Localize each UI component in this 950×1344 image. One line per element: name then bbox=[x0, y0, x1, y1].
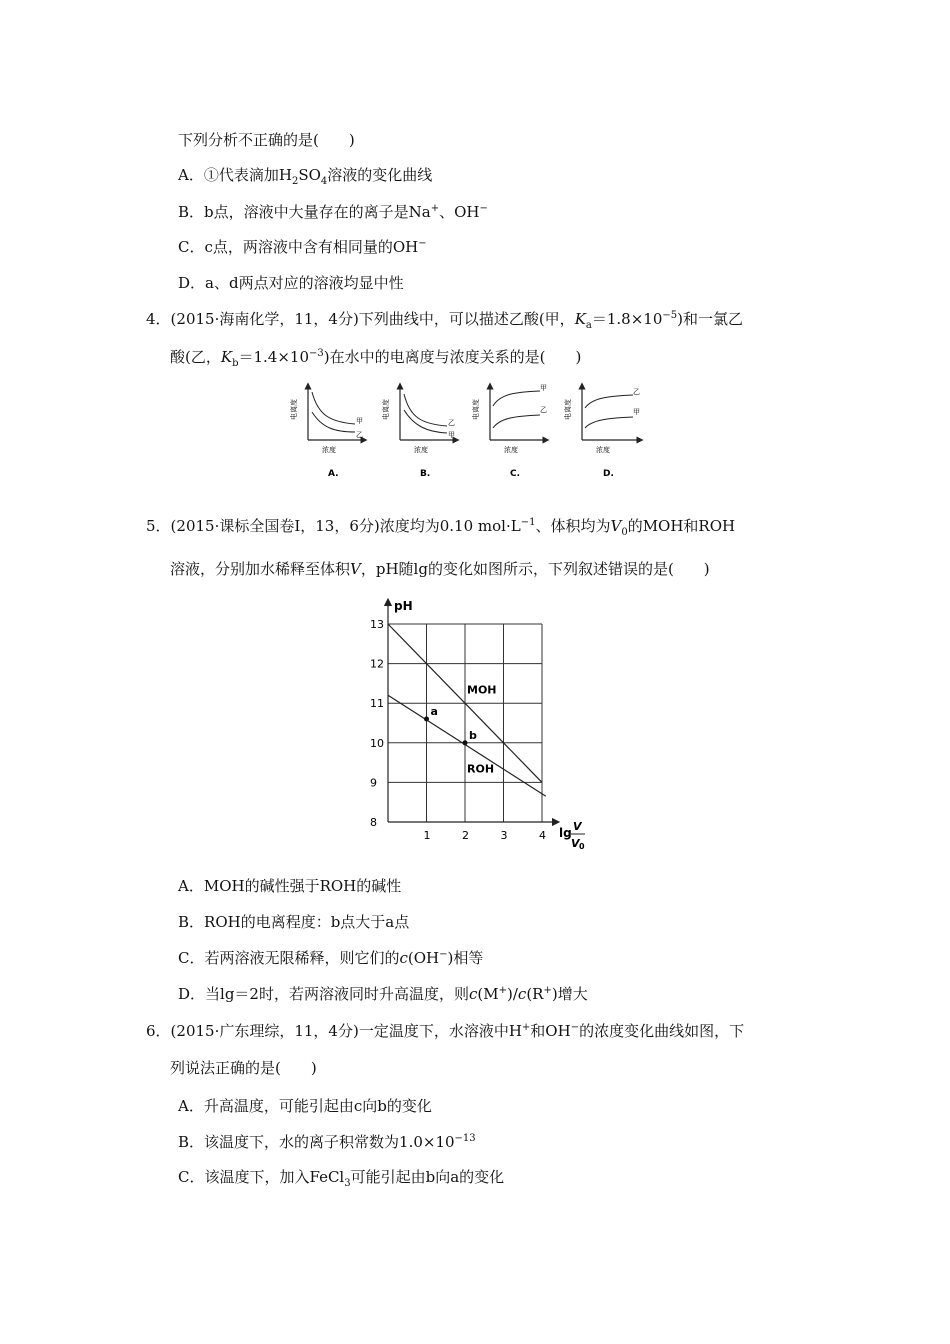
q4-graph-d-top-label: 乙 bbox=[633, 388, 640, 396]
q4-graph-a-bottom-label: 乙 bbox=[356, 431, 363, 439]
x-tick-label: 2 bbox=[462, 829, 469, 842]
q5-ph-chart bbox=[350, 596, 600, 856]
q4-graph-d-bottom-label: 甲 bbox=[633, 408, 640, 416]
q4-graph-c-label: C. bbox=[510, 469, 521, 479]
q4-graph-a-top-label: 甲 bbox=[356, 417, 363, 425]
q5-option-d: D．当lg＝2时，若两溶液同时升高温度，则c(M+)/c(R+)增大 bbox=[178, 985, 588, 1003]
point-label-a: a bbox=[430, 705, 438, 719]
q5-option-a: A．MOH的碱性强于ROH的碱性 bbox=[178, 877, 402, 895]
q3-stem: 下列分析不正确的是( ) bbox=[178, 131, 355, 149]
q5-x-axis-label-den-sub: 0 bbox=[579, 842, 585, 851]
q5-stem-line1: 5．(2015·课标全国卷Ⅰ，13，6分)浓度均为0.10 $mol\cdot L^{-1}$、体积均为$V_0$的MOH和ROH bbox=[146, 517, 736, 538]
q4-small-graphs bbox=[290, 380, 670, 485]
y-tick-label: 13 bbox=[370, 618, 384, 631]
q4-stem-line2: 酸(乙，$K_b=1.4\times 10^{-3}$)在水中的电离度与浓度关系的是( ) bbox=[170, 348, 582, 369]
point-b bbox=[463, 740, 468, 745]
q4-graph-d-label: D. bbox=[603, 469, 614, 479]
y-tick-label: 11 bbox=[370, 697, 384, 711]
q5-option-b: B．ROH的电离程度：b点大于a点 bbox=[178, 913, 410, 931]
q4-graph-c bbox=[471, 384, 547, 479]
q4-graph-d-ylabel: 电离度 bbox=[564, 399, 572, 420]
q5-points bbox=[424, 705, 477, 745]
q6-stem-line1: 6．(2015·广东理综，11，4分)一定温度下，水溶液中H+和OH−的浓度变化曲线如图，下 bbox=[146, 1022, 745, 1040]
q4-graph-b bbox=[381, 386, 456, 479]
q4-graph-c-bottom-label: 乙 bbox=[540, 406, 547, 414]
q4-graph-b-top-label: 乙 bbox=[448, 419, 455, 427]
q5-x-axis-label-num: V bbox=[573, 820, 582, 833]
q3-option-d: D．a、d两点对应的溶液均显中性 bbox=[178, 274, 404, 292]
q4-graph-c-ylabel: 电离度 bbox=[472, 399, 480, 420]
q4-graph-d-xlabel: 浓度 bbox=[596, 446, 610, 454]
q5-stem-line2: 溶液，分别加水稀释至体积V，pH随lg的变化如图所示，下列叙述错误的是( ) bbox=[170, 560, 710, 578]
q6-option-a: A．升高温度，可能引起由c向b的变化 bbox=[178, 1097, 432, 1115]
y-tick-label: 8 bbox=[370, 816, 377, 829]
q5-y-axis-label: pH bbox=[394, 599, 413, 613]
q6-stem-line2: 列说法正确的是( ) bbox=[170, 1059, 317, 1077]
q4-graph-b-xlabel: 浓度 bbox=[414, 446, 428, 454]
q4-graph-b-label: B. bbox=[420, 469, 431, 479]
q4-graph-b-ylabel: 电离度 bbox=[382, 399, 390, 420]
q6-option-c: C．该温度下，加入FeCl$_3$可能引起由b向a的变化 bbox=[178, 1168, 505, 1189]
x-tick-label: 3 bbox=[500, 829, 508, 842]
q3-option-c: C．c点，两溶液中含有相同量的OH− bbox=[178, 238, 427, 256]
q5-x-axis-label bbox=[559, 820, 585, 851]
q4-graph-c-top-label: 甲 bbox=[540, 384, 547, 392]
q4-graph-a-label: A. bbox=[328, 469, 339, 479]
q5-option-c: C．若两溶液无限稀释，则它们的c(OH−)相等 bbox=[178, 949, 484, 967]
q4-graph-a-ylabel: 电离度 bbox=[290, 399, 298, 420]
q4-stem-line1: 4．(2015·海南化学，11，4分)下列曲线中，可以描述乙酸(甲，$K_a=1.8\times 10^{-5}$)和一氯乙 bbox=[146, 310, 743, 331]
x-tick-label: 1 bbox=[423, 829, 431, 842]
q4-graph-a-xlabel: 浓度 bbox=[322, 446, 336, 454]
y-tick-label: 9 bbox=[370, 776, 377, 790]
q5-series bbox=[388, 624, 546, 796]
q4-graph-d bbox=[563, 386, 640, 479]
q3-option-a: A．①代表滴加$H_2SO_4$溶液的变化曲线 bbox=[178, 166, 433, 187]
q4-graph-c-xlabel: 浓度 bbox=[504, 446, 518, 454]
series-line-roh bbox=[388, 695, 546, 796]
q6-option-b: B．该温度下，水的离子积常数为$1.0\times 10^{-13}$ bbox=[178, 1133, 476, 1151]
series-label-roh: ROH bbox=[467, 762, 495, 776]
q3-option-b: B．b点，溶液中大量存在的离子是Na+、OH− bbox=[178, 203, 488, 221]
y-tick-label: 12 bbox=[370, 657, 384, 671]
point-label-b: b bbox=[469, 728, 477, 742]
y-tick-label: 10 bbox=[370, 736, 384, 750]
x-tick-label: 4 bbox=[539, 829, 546, 842]
q4-graph-b-bottom-label: 甲 bbox=[448, 431, 455, 439]
q5-x-axis-label-den: V bbox=[571, 837, 580, 850]
q5-ticks bbox=[370, 618, 546, 842]
q5-grid bbox=[388, 624, 542, 822]
point-a bbox=[424, 717, 429, 722]
q4-graph-a bbox=[290, 386, 364, 479]
series-label-moh: MOH bbox=[467, 683, 497, 697]
q5-x-axis-label-lg: lg bbox=[559, 826, 572, 840]
